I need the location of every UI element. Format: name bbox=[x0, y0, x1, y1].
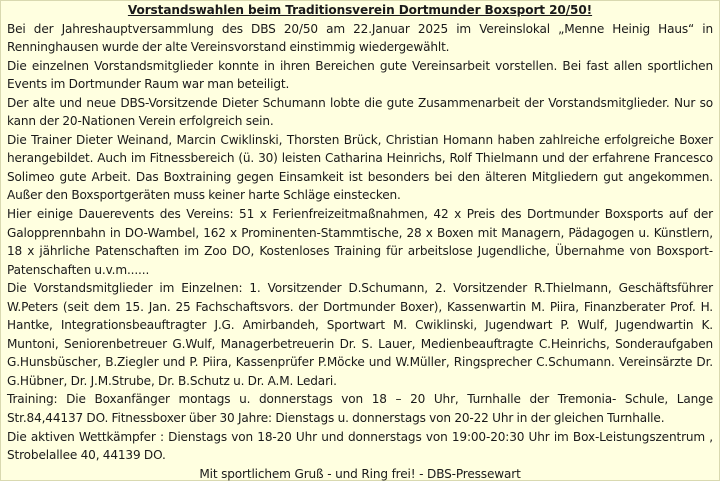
paragraph-training: Training: Die Boxanfänger montags u. donnerstags von 18 – 20 Uhr, Turnhalle der Tremonia- Schule, Lange Str.84,44137 DO. Fitnessboxer über 30 Jahre: Dienstags u. donnerstags von 20-22 Uhr in der gleichen Turnhalle. bbox=[7, 392, 713, 426]
paragraph-trainers: Die Trainer Dieter Weinand, Marcin Cwiklinski, Thorsten Brück, Christian Homann haben zahlreiche erfolgreiche Boxer herangebildet. Auch im Fitnessbereich (ü. 30) leisten Catharina Heinrichs, Rolf Thielmann und der erfahrene Francesco Solimeo gute Arbeit. Das Boxtraining gegen Einsamkeit ist besonders bei den älteren Mitgliedern gut angekommen. Außer den Boxsportgeräten muss keiner harte Schläge einstecken. bbox=[7, 132, 713, 203]
paragraph-board-members: Die Vorstandsmitglieder im Einzelnen: 1. Vorsitzender D.Schumann, 2. Vorsitzender R.Thielmann, Geschäftsführer W.Peters (seit dem 15. Jan. 25 Fachschaftsvors. der Dortmunder Boxer), Kassenwartin M. Piira, Finanzberater Prof. H. Hantke, Integrationsbeauftragter J.G. Amirbandeh, Sportwart M. Cwiklinski, Jugendwart P. Wulf, Jugendwartin K. Muntoni, Seniorenbetreuer G.Wulf, Managerbetreuerin Dr. S. Lauer, Medienbeauftragte C.Heinrichs, Sonderaufgaben G.Hunsbüscher, B.Ziegler und P. Piira, Kassenprüfer P.Möcke und W.Müller, Ringsprecher C.Schumann. Vereinsärzte Dr. G.Hübner, Dr. J.M.Strube, Dr. B.Schutz u. Dr. A.M. Ledari. bbox=[7, 281, 713, 388]
paragraph-chairman: Der alte und neue DBS-Vorsitzende Dieter Schumann lobte die gute Zusammenarbeit der Vorstandsmitglieder. Nur so kann der 20-Nationen Verein erfolgreich sein. bbox=[7, 95, 713, 129]
paragraph-meeting: Bei der Jahreshauptversammlung des DBS 20/50 am 22.Januar 2025 im Vereinslokal „Menne Heinig Haus“ in Renninghausen wurde der alte Vereinsvorstand einstimmig wiedergewählt. bbox=[7, 21, 713, 55]
paragraph-competitors: Die aktiven Wettkämpfer : Dienstags von 18-20 Uhr und donnerstags von 19:00-20:30 Uhr im Box-Leistungszentrum , Strobelallee 40, 44139 DO. bbox=[7, 429, 713, 463]
paragraph-events: Hier einige Dauerevents des Vereins: 51 x Ferienfreizeitmaßnahmen, 42 x Preis des Dortmunder Boxsports auf der Galopprennbahn in DO-Wambel, 162 x Prominenten-Stammtische, 28 x Boxen mit Managern, Pädagogen u. Künstlern, 18 x jährliche Patenschaften im Zoo DO, Kostenloses Training für arbeitslose Jugendliche, Übernahme von Boxsport-Patenschaften u.v.m...... bbox=[7, 207, 713, 277]
paragraph-board-work: Die einzelnen Vorstandsmitglieder konnte in ihren Bereichen gute Vereinsarbeit vorstellen. Bei fast allen sportlichen Events im Dortmunder Raum war man beteiligt. bbox=[7, 58, 713, 92]
closing-signature: Mit sportlichem Gruß - und Ring frei! - DBS-Pressewart bbox=[199, 466, 521, 481]
article-title: Vorstandswahlen beim Traditionsverein Dortmunder Boxsport 20/50! bbox=[127, 3, 593, 17]
